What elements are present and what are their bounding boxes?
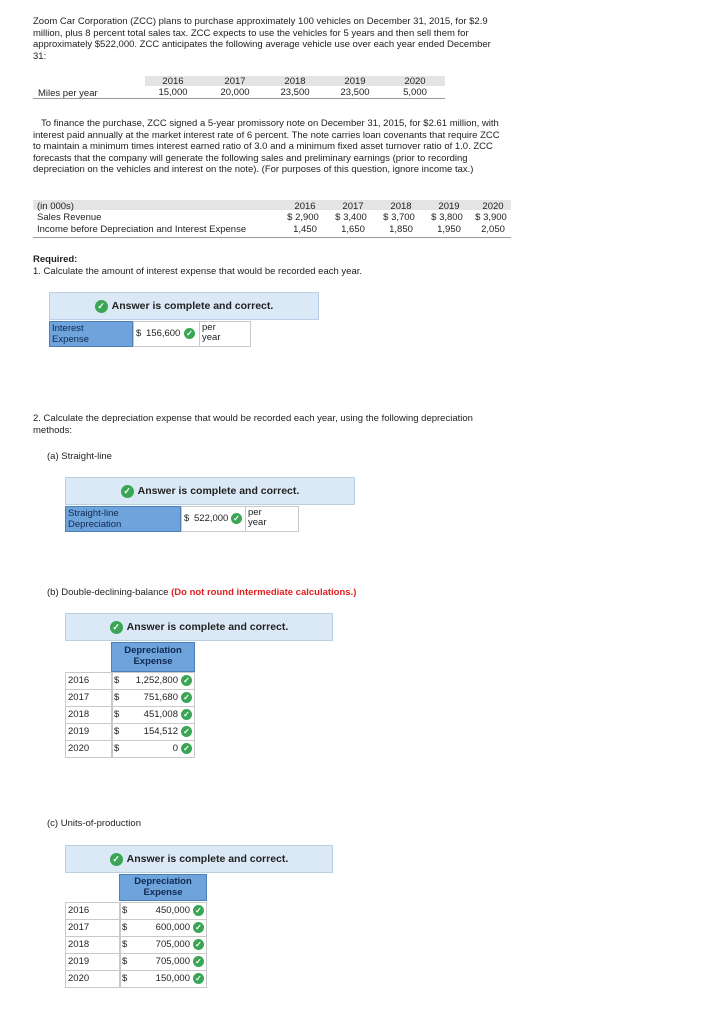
ddb-year: 2018 (65, 706, 113, 724)
sales-value: $ 3,900 (475, 212, 507, 223)
check-circle-icon: ✓ (193, 939, 204, 950)
income-value: 1,650 (341, 224, 365, 235)
ddb-year: 2017 (65, 689, 113, 707)
ddb-value-input[interactable] (111, 706, 195, 724)
ddb-header: Depreciation Expense (111, 642, 195, 672)
miles-year: 2017 (224, 76, 246, 87)
miles-value: 20,000 (220, 87, 250, 98)
uop-header: Depreciation Expense (119, 874, 207, 901)
sales-value: $ 2,900 (287, 212, 319, 223)
ddb-value-input[interactable] (111, 740, 195, 758)
uop-year: 2016 (65, 902, 121, 920)
uop-year: 2018 (65, 936, 121, 954)
miles-year: 2019 (344, 76, 366, 87)
ddb-row (65, 723, 195, 740)
part-b-note: (Do not round intermediate calculations.) (171, 587, 357, 598)
sales-unit-label: (in 000s) (37, 201, 74, 212)
income-value: 1,850 (389, 224, 413, 235)
uop-row (65, 953, 207, 970)
check-circle-icon: ✓ (110, 621, 123, 634)
uop-value-input[interactable] (119, 953, 207, 971)
ddb-row (65, 740, 195, 757)
income-label: Income before Depreciation and Interest Expense (37, 224, 247, 235)
ddb-currency: $ (114, 692, 120, 703)
sales-year: 2019 (438, 201, 460, 212)
uop-value: 705,000 (155, 956, 190, 967)
interest-label: Interest Expense (52, 323, 89, 345)
check-circle-icon: ✓ (181, 675, 192, 686)
straight-line-unit: per year (248, 507, 267, 528)
check-circle-icon: ✓ (184, 328, 195, 339)
sales-year: 2018 (390, 201, 412, 212)
check-circle-icon: ✓ (121, 485, 134, 498)
miles-year: 2018 (284, 76, 306, 87)
ddb-value: 1,252,800 (135, 675, 178, 686)
finance-paragraph: To finance the purchase, ZCC signed a 5-year promissory note on December 31, 2015, for $2.61 million, with interest paid annually at the market interest rate of 6 percent. The note carries loan covenants that require ZCC to maintain a minimum times interest earned ratio of 3.0 and a minimum fixed asset turnover ratio of 1.0. ZCC forecasts that the company will generate the following sales and preliminary earnings (prior to recording depreciation on the vehicles and interest on the note). (For purposes of this question, ignore income tax.) (33, 118, 500, 175)
answer-banner-q1 (49, 292, 319, 320)
straight-line-label: Straight-line Depreciation (68, 508, 122, 530)
uop-row (65, 936, 207, 953)
income-value: 1,950 (437, 224, 461, 235)
ddb-value: 751,680 (143, 692, 178, 703)
answer-banner-text: Answer is complete and correct. (137, 485, 300, 497)
uop-year: 2020 (65, 970, 121, 988)
ddb-value: 154,512 (143, 726, 178, 737)
uop-currency: $ (122, 922, 128, 933)
ddb-year: 2020 (65, 740, 113, 758)
uop-currency: $ (122, 939, 128, 950)
uop-value-input[interactable] (119, 970, 207, 988)
check-circle-icon: ✓ (193, 905, 204, 916)
part-b-label (47, 587, 356, 598)
interest-value: 156,600 (146, 328, 181, 339)
uop-value: 600,000 (155, 922, 190, 933)
answer-banner-text: Answer is complete and correct. (126, 853, 289, 865)
sales-year: 2020 (482, 201, 504, 212)
uop-value-input[interactable] (119, 902, 207, 920)
straight-line-label-cell (65, 506, 181, 532)
ddb-row (65, 706, 195, 723)
uop-row (65, 902, 207, 919)
ddb-currency: $ (114, 675, 120, 686)
answer-banner-c (65, 845, 333, 873)
check-circle-icon: ✓ (193, 973, 204, 984)
straight-line-currency: $ (184, 513, 190, 524)
part-b-text: (b) Double-declining-balance (47, 587, 169, 598)
check-circle-icon: ✓ (193, 922, 204, 933)
sales-year: 2017 (342, 201, 364, 212)
uop-value: 450,000 (155, 905, 190, 916)
straight-line-answer-row (65, 506, 299, 532)
uop-row (65, 970, 207, 987)
uop-value: 150,000 (155, 973, 190, 984)
miles-value: 23,500 (280, 87, 310, 98)
ddb-value: 451,008 (143, 709, 178, 720)
check-circle-icon: ✓ (181, 709, 192, 720)
question-2-text: 2. Calculate the depreciation expense that would be recorded each year, using the following depreciation methods: (33, 413, 473, 436)
check-circle-icon: ✓ (231, 513, 242, 524)
miles-value: 23,500 (340, 87, 370, 98)
sales-value: $ 3,800 (431, 212, 463, 223)
check-circle-icon: ✓ (181, 743, 192, 754)
sales-revenue-label: Sales Revenue (37, 212, 102, 223)
interest-unit: per year (202, 322, 221, 343)
check-circle-icon: ✓ (110, 853, 123, 866)
miles-year: 2020 (404, 76, 426, 87)
ddb-value-input[interactable] (111, 672, 195, 690)
sales-table (33, 200, 511, 240)
check-circle-icon: ✓ (193, 956, 204, 967)
miles-value: 15,000 (158, 87, 188, 98)
answer-banner-text: Answer is complete and correct. (126, 621, 289, 633)
interest-label-cell (49, 321, 133, 347)
question-1: 1. Calculate the amount of interest expense that would be recorded each year. (33, 266, 363, 277)
ddb-currency: $ (114, 709, 120, 720)
interest-answer-row (49, 321, 251, 347)
ddb-currency: $ (114, 726, 120, 737)
uop-value-input[interactable] (119, 919, 207, 937)
ddb-year: 2016 (65, 672, 113, 690)
uop-currency: $ (122, 905, 128, 916)
miles-label: Miles per year (38, 88, 98, 99)
sales-value: $ 3,700 (383, 212, 415, 223)
answer-banner-a (65, 477, 355, 505)
uop-value-input[interactable] (119, 936, 207, 954)
ddb-value-input[interactable] (111, 723, 195, 741)
ddb-value: 0 (172, 743, 178, 754)
interest-currency: $ (136, 328, 142, 339)
ddb-row (65, 672, 195, 689)
check-circle-icon: ✓ (181, 726, 192, 737)
uop-currency: $ (122, 956, 128, 967)
uop-row (65, 919, 207, 936)
ddb-row (65, 689, 195, 706)
check-circle-icon: ✓ (181, 692, 192, 703)
sales-value: $ 3,400 (335, 212, 367, 223)
part-a-label: (a) Straight-line (47, 451, 112, 462)
answer-banner-b (65, 613, 333, 641)
required-heading: Required: (33, 254, 78, 265)
ddb-currency: $ (114, 743, 120, 754)
ddb-value-input[interactable] (111, 689, 195, 707)
question-2 (33, 413, 503, 436)
uop-year: 2017 (65, 919, 121, 937)
miles-table (33, 76, 445, 98)
miles-year: 2016 (162, 76, 184, 87)
uop-year: 2019 (65, 953, 121, 971)
uop-currency: $ (122, 973, 128, 984)
check-circle-icon: ✓ (95, 300, 108, 313)
intro-paragraph: Zoom Car Corporation (ZCC) plans to purchase approximately 100 vehicles on December 31, 2015, for $2.9 million, plus 8 percent total sales tax. ZCC expects to use the vehicles for 5 years and then sell them for approximately $522,000. ZCC anticipates the following average vehicle use over each year ended December 31: (33, 16, 491, 62)
miles-value: 5,000 (403, 87, 427, 98)
straight-line-unit-cell (245, 506, 299, 532)
income-value: 2,050 (481, 224, 505, 235)
ddb-year: 2019 (65, 723, 113, 741)
income-value: 1,450 (293, 224, 317, 235)
straight-line-value: 522,000 (194, 513, 229, 524)
part-c-label: (c) Units-of-production (47, 818, 141, 829)
interest-unit-cell (199, 321, 251, 347)
answer-banner-text: Answer is complete and correct. (111, 300, 274, 312)
sales-year: 2016 (294, 201, 316, 212)
uop-value: 705,000 (155, 939, 190, 950)
